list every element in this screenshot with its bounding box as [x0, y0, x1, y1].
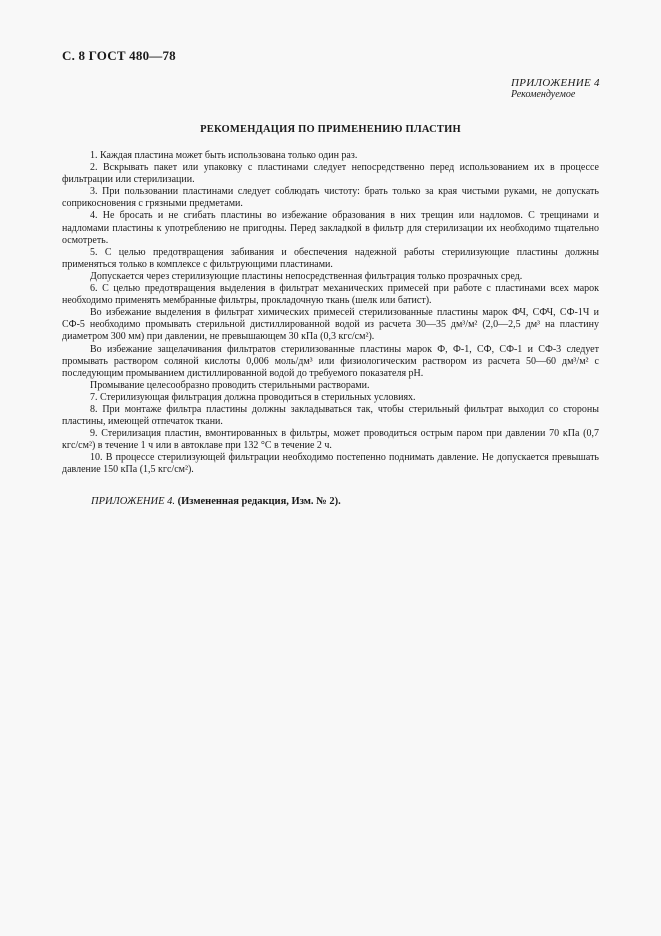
appendix-title: ПРИЛОЖЕНИЕ 4	[511, 77, 600, 89]
appendix-status: Рекомендуемое	[511, 89, 576, 100]
paragraph: 3. При пользовании пластинами следует соблюдать чистоту: брать только за края чистыми руками, не допускать соприкосновения с грязными предметами.	[62, 186, 599, 210]
appendix-block	[511, 77, 600, 101]
paragraph: 10. В процессе стерилизующей фильтрации необходимо постепенно поднимать давление. Не допускается превышать давление 150 кПа (1,5 кгс/см²).	[62, 452, 599, 476]
page-header: С. 8 ГОСТ 480—78	[62, 48, 176, 63]
paragraph: 4. Не бросать и не сгибать пластины во избежание образования в них трещин или надломов. С трещинами и надломами пластины к употреблению не пригодны. Перед закладкой в фильтр для стерилизации их необходимо тщательно осмотреть.	[62, 210, 599, 246]
paragraph: 7. Стерилизующая фильтрация должна проводиться в стерильных условиях.	[90, 391, 416, 403]
paragraph: Во избежание выделения в фильтрат химических примесей стерилизованные пластины марок ФЧ, СФЧ, СФ-1Ч и СФ-5 необходимо промывать стерильной дистиллированной водой из расчета 30—35 дм³/м² (2,0—2,5 дм³ на пластину диаметром 300 мм) при давлении, не превышающем 30 кПа (0,3 кгс/см²).	[62, 307, 599, 343]
revision-text: (Измененная редакция, Изм. № 2).	[177, 496, 341, 507]
revision-note	[91, 496, 341, 507]
revision-ref: ПРИЛОЖЕНИЕ 4.	[91, 496, 175, 507]
document-title: РЕКОМЕНДАЦИЯ ПО ПРИМЕНЕНИЮ ПЛАСТИН	[200, 124, 461, 135]
paragraph: 2. Вскрывать пакет или упаковку с пластинами следует непосредственно перед использованием их в процессе фильтрации или стерилизации.	[62, 162, 599, 186]
paragraph: 5. С целью предотвращения забивания и обеспечения надежной работы стерилизующие пластины должны применяться только в комплексе с фильтрующими пластинами.	[62, 246, 599, 270]
paragraph: 6. С целью предотвращения выделения в фильтрат механических примесей при работе с пластинами всех марок необходимо применять мембранные фильтры, прокладочную ткань (шелк или батист).	[62, 283, 599, 307]
paragraph: Промывание целесообразно проводить стерильными растворами.	[90, 379, 370, 391]
paragraph: Допускается через стерилизующие пластины непосредственная фильтрация только прозрачных сред.	[90, 270, 523, 282]
document-body	[62, 150, 599, 477]
paragraph: 1. Каждая пластина может быть использована только один раз.	[90, 150, 358, 161]
paragraph: 8. При монтаже фильтра пластины должны закладываться так, чтобы стерильный фильтрат выходил со стороны пластины, имеющей отпечаток ткани.	[62, 403, 599, 428]
paragraph: 9. Стерилизация пластин, вмонтированных в фильтры, может проводиться острым паром при давлении 70 кПа (0,7 кгс/см²) в течение 1 ч или в автоклаве при 132 °С в течение 2 ч.	[62, 428, 599, 452]
paragraph: Во избежание защелачивания фильтратов стерилизованные пластины марок Ф, Ф-1, СФ, СФ-1 и СФ-3 следует промывать раствором соляной кислоты 0,006 моль/дм³ или физиологическим раствором из расчета 50—60 дм³/м² с последующим промыванием дистиллированной водой до требуемого показателя pH.	[62, 343, 599, 379]
